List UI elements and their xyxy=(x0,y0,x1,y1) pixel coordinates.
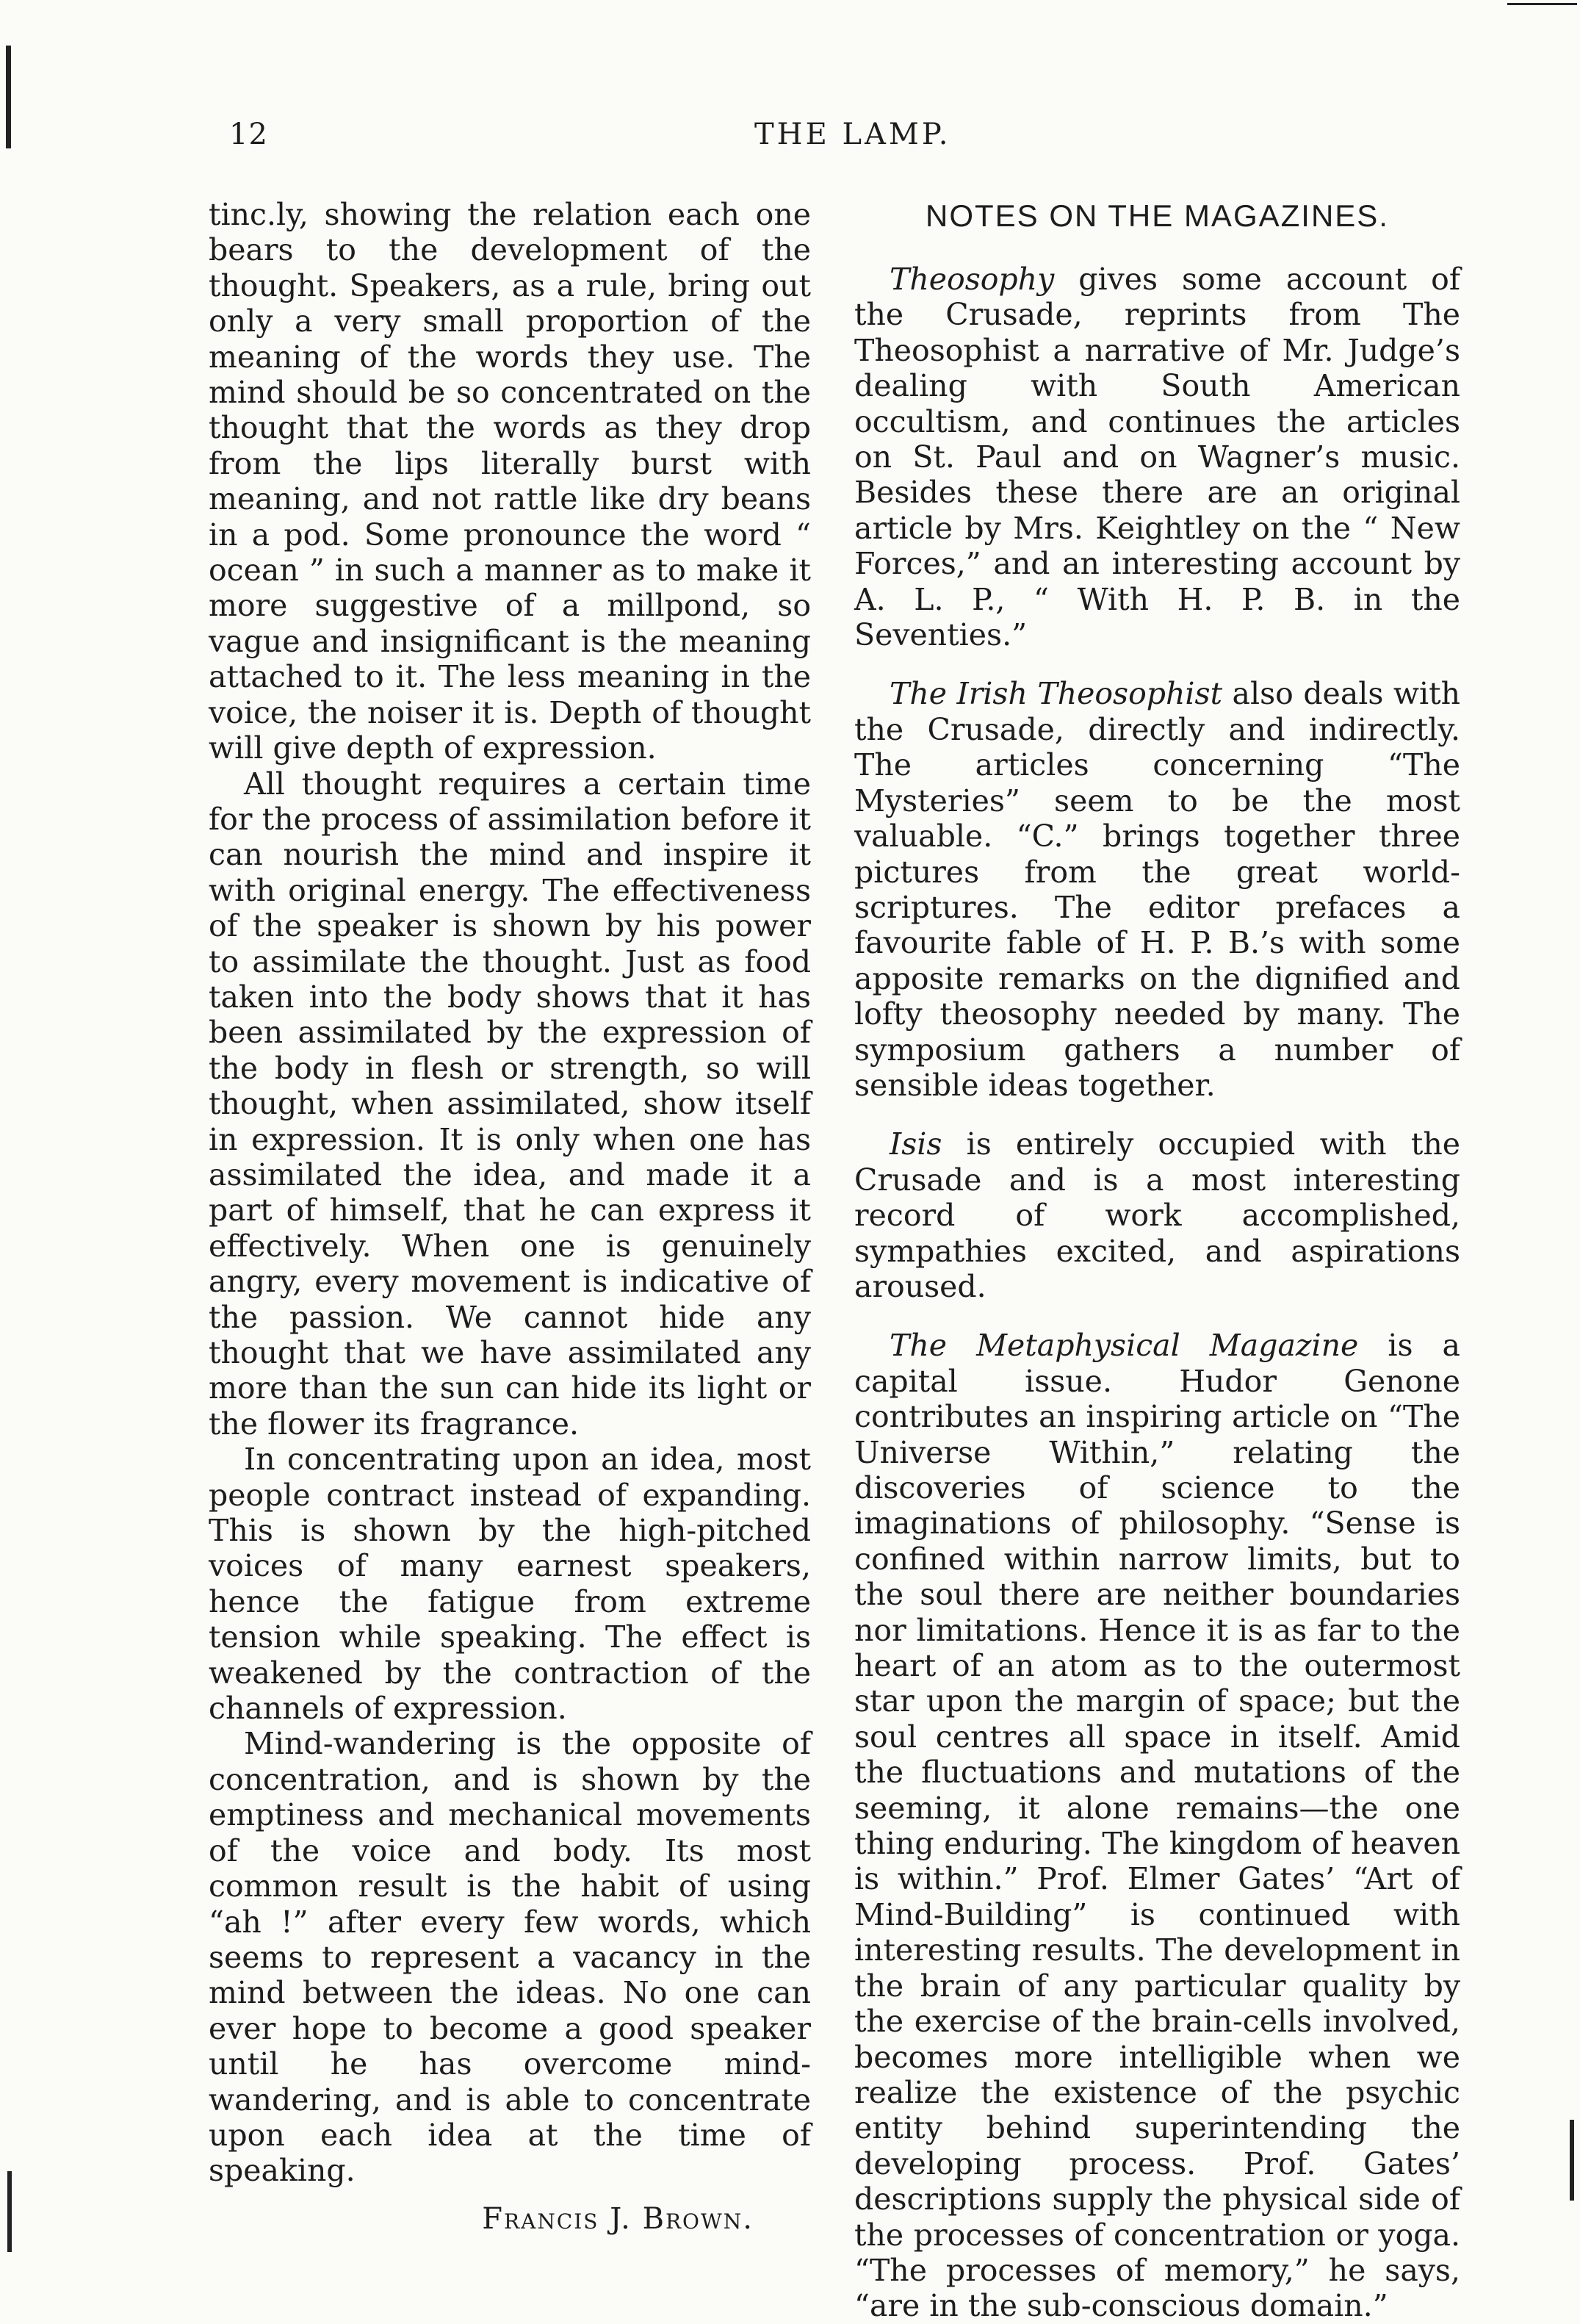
magazine-note-text: gives some account of the Crusade, reprints from The Theosophist a narrative of Mr. Judge’s dealing with South American occultism, and continues the articles on St. Paul and on Wagner’s music. Besides these there are an original article by Mrs. Keightley on the “ New Forces,” and an interesting account by A. L. P., “ With H. P. B. in the Seventies.” xyxy=(854,262,1460,653)
magazine-note-text: is entirely occupied with the Crusade and is a most interesting record of work accomplished, sympathies excited, and aspirations aroused. xyxy=(854,1126,1460,1304)
left-column xyxy=(209,197,811,2236)
page-number: 12 xyxy=(229,118,268,151)
magazine-note-text: also deals with the Crusade, directly and indirectly. The articles concerning “The Mysteries” seem to be the most valuable. “C.” brings together three pictures from the great world-scriptures. The editor prefaces a favourite fable of H. P. B.’s with some apposite remarks on the dignified and lofty theosophy needed by many. The symposium gathers a number of sensible ideas together. xyxy=(854,676,1460,1103)
magazine-note-text: is a capital issue. Hudor Genone contributes an inspiring article on “The Universe Within,” relating the discoveries of science to the imaginations of philosophy. “Sense is confined within narrow limits, but to the soul there are neither boundaries nor limitations. Hence it is as far to the heart of an atom as to the outermost star upon the margin of space; but the soul centres all space in itself. Amid the fluctuations and mutations of the seeming, it alone remains—the one thing enduring. The kingdom of heaven is within.” Prof. Elmer Gates’ “Art of Mind-Building” is continued with interesting results. The development in the brain of any particular quality by the exercise of the brain-cells involved, becomes more intelligible when we realize the existence of the psychic entity behind superintending the developing process. Prof. Gates’ descriptions supply the physical side of the processes of concentration or yoga. “The processes of memory,” he says, “are in the sub-conscious domain.” xyxy=(854,1328,1460,2324)
article-paragraph: tinc.ly, showing the relation each one bears to the development of the thought. Speakers, as a rule, bring out only a very small proportion of the meaning of the words they use. The mind should be so concentrated on the thought that the words as they drop from the lips literally burst with meaning, and not rattle like dry beans in a pod. Some pronounce the word “ ocean ” in such a manner as to make it more suggestive of a millpond, so vague and insignificant is the meaning attached to it. The less meaning in the voice, the noiser it is. Depth of thought will give depth of expression. xyxy=(209,197,811,766)
scan-edge-bottom-left xyxy=(7,2171,12,2252)
magazine-note xyxy=(854,676,1460,1103)
scan-edge-left xyxy=(6,46,11,148)
magazine-title: The Metaphysical Magazine xyxy=(890,1328,1359,1364)
magazine-title: The Irish Theosophist xyxy=(890,676,1223,712)
right-column xyxy=(854,197,1460,2324)
section-heading: NOTES ON THE MAGAZINES. xyxy=(926,198,1389,233)
article-paragraph: Mind-wandering is the opposite of concentration, and is shown by the emptiness and mechanical movements of the voice and body. Its most common result is the habit of using “ah !” after every few words, which seems to represent a vacancy in the mind between the ideas. No one can ever hope to become a good speaker until he has overcome mind-wandering, and is able to concentrate upon each idea at the time of speaking. xyxy=(209,1726,811,2189)
article-paragraph: All thought requires a certain time for the process of assimilation before it can nourish the mind and inspire it with original energy. The effectiveness of the speaker is shown by his power to assimilate the thought. Just as food taken into the body shows that it has been assimilated by the expression of the body in flesh or strength, so will thought, when assimilated, show itself in expression. It is only when one has assimilated the idea, and made it a part of himself, that he can express it effectively. When one is genuinely angry, every movement is indicative of the passion. We cannot hide any thought that we have assimilated any more than the sun can hide its light or the flower its fragrance. xyxy=(209,766,811,1442)
article-paragraph: In concentrating upon an idea, most people contract instead of expanding. This is shown by the high-pitched voices of many earnest speakers, hence the fatigue from extreme tension while speaking. The effect is weakened by the contraction of the channels of expression. xyxy=(209,1442,811,1727)
magazine-title: Theosophy xyxy=(890,262,1055,297)
scan-edge-top-right xyxy=(1507,3,1577,5)
running-head: THE LAMP. xyxy=(754,118,951,151)
magazine-note xyxy=(854,262,1460,652)
magazine-title: Isis xyxy=(890,1126,942,1162)
scan-edge-bottom-right xyxy=(1570,2120,1574,2201)
author-signature: Francis J. Brown. xyxy=(482,2201,754,2236)
magazine-note xyxy=(854,1126,1460,1304)
magazine-note xyxy=(854,1328,1460,2323)
